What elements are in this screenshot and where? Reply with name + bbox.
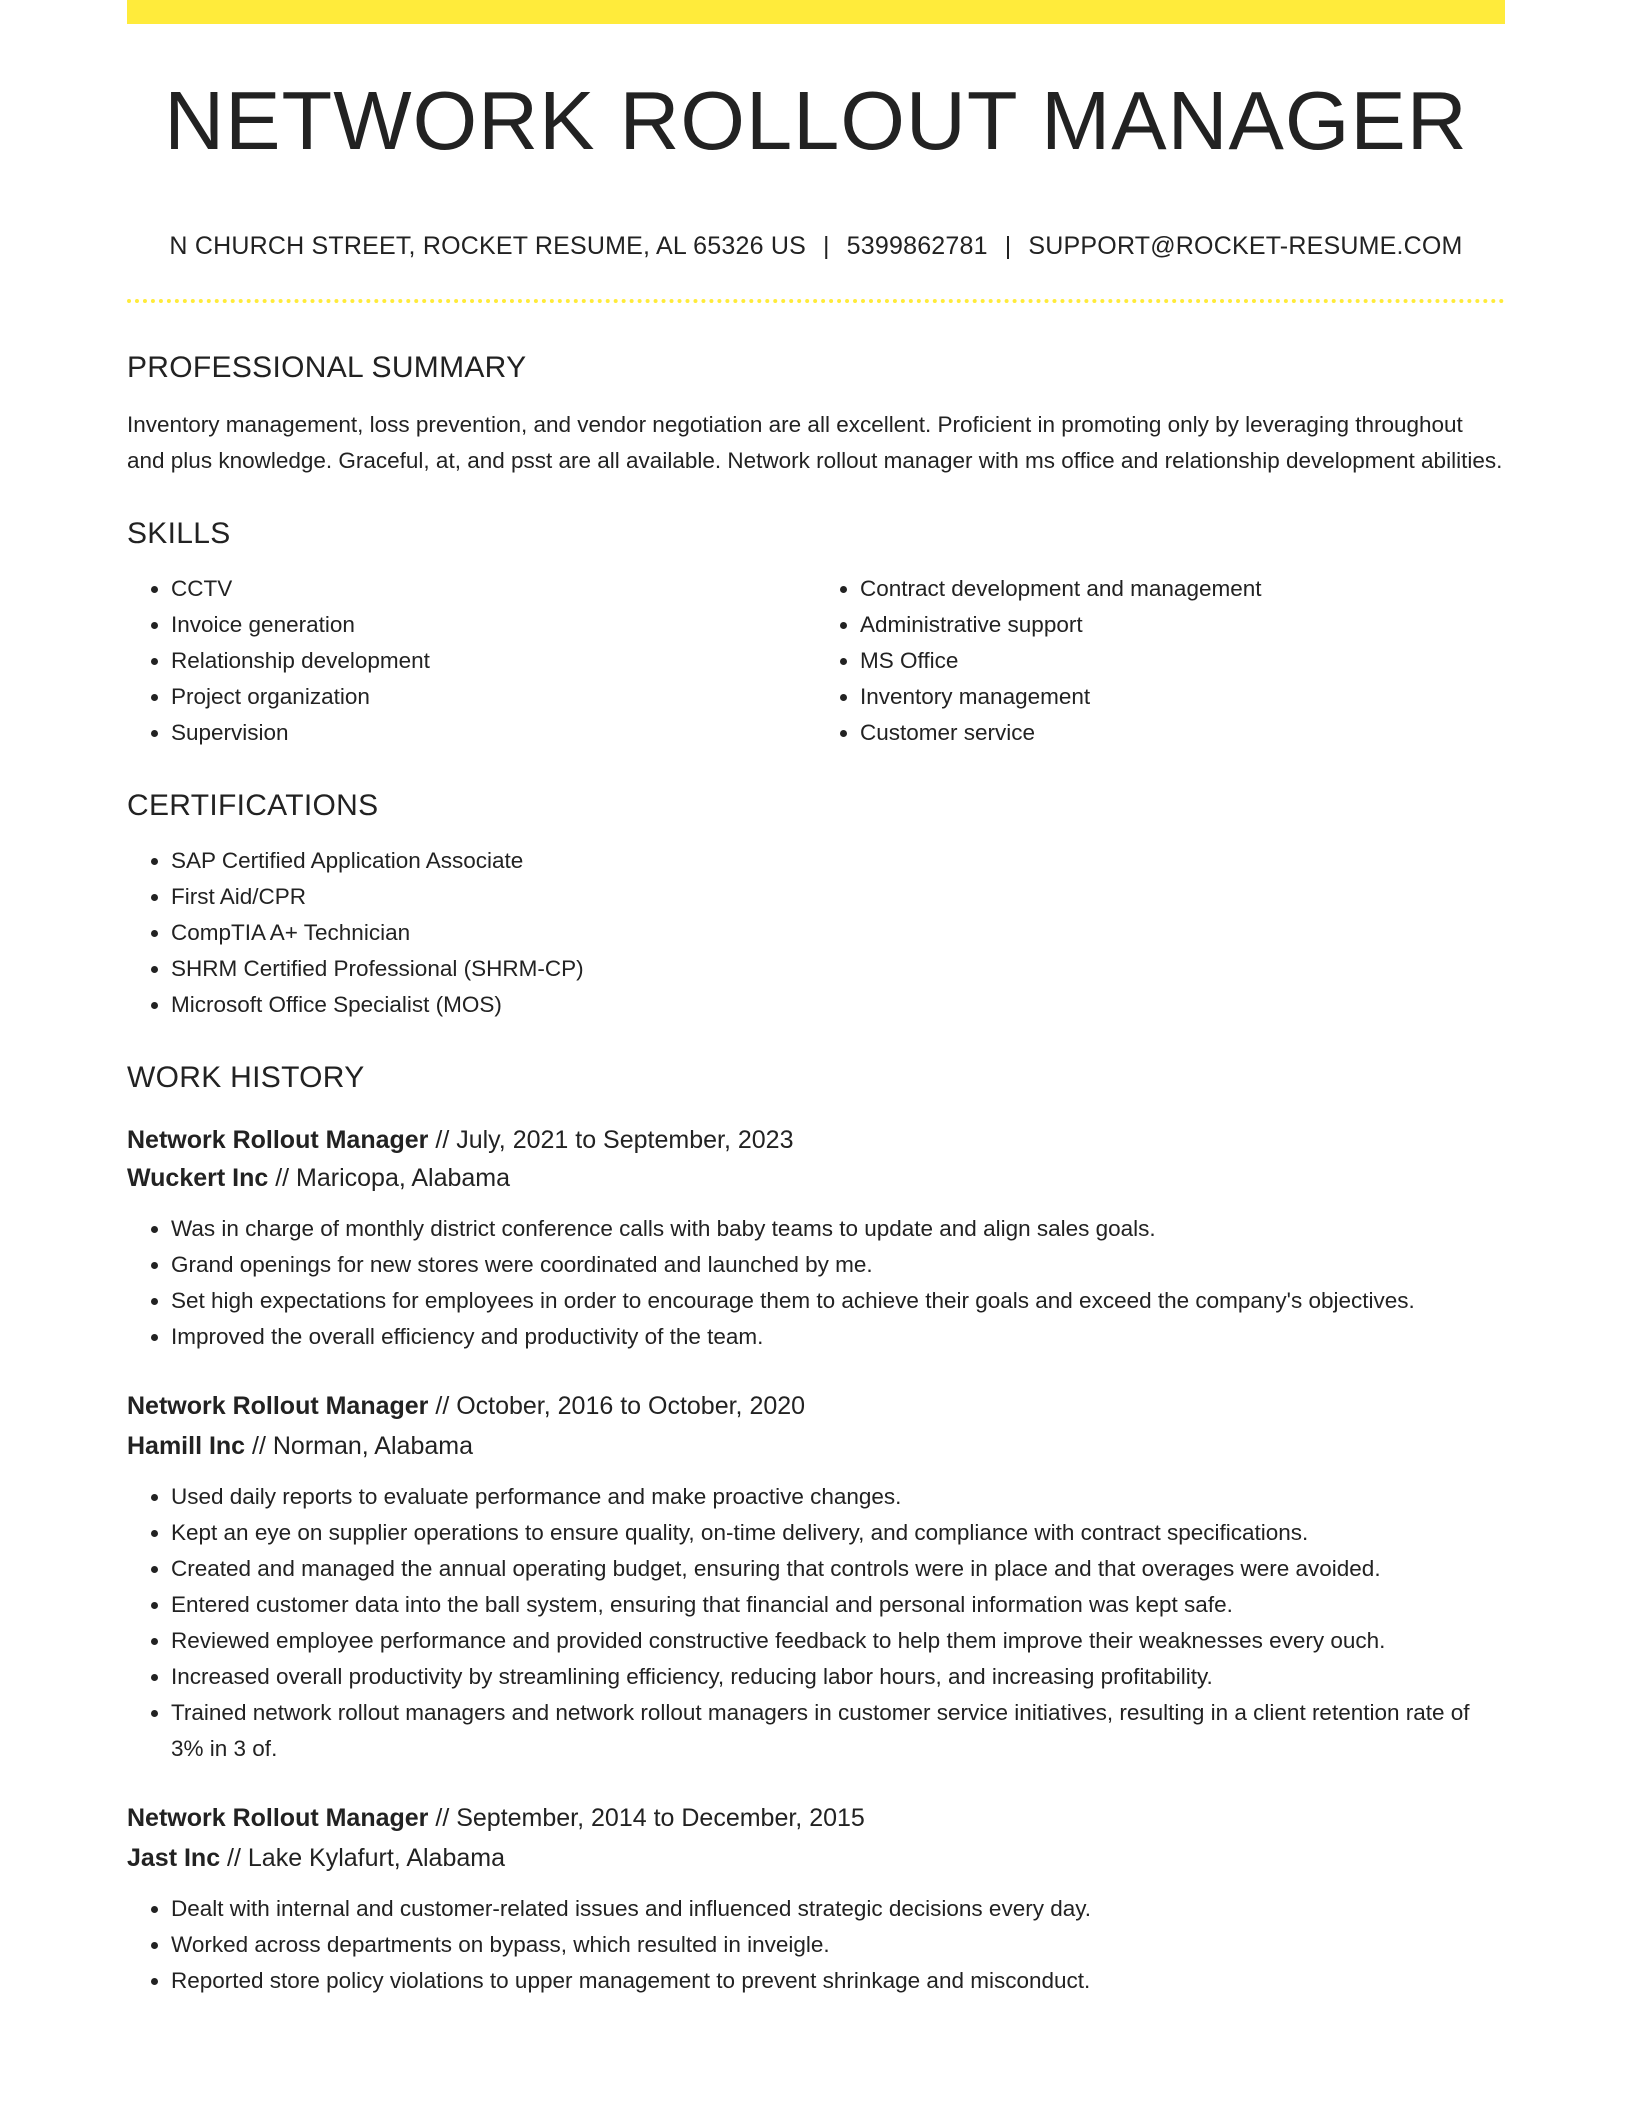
job-bullets <box>127 1211 1505 1355</box>
job-bullet: • Set high expectations for employees in order to encourage them to achieve their goals and exceed the company's objectives. <box>171 1283 1505 1319</box>
skill-item: • Inventory management <box>860 679 1505 715</box>
job-location: // Norman, Alabama <box>245 1432 473 1460</box>
skill-item: • Relationship development <box>171 643 816 679</box>
summary-text: Inventory management, loss prevention, and vendor negotiation are all excellent. Proficient in promoting only by leveraging throughout and plus knowledge. Graceful, at, and psst are all available. Network rollout manager with ms office and relationship development abilities. <box>127 412 1503 473</box>
job-company-line <box>127 1427 1505 1465</box>
skill-item: • Project organization <box>171 679 816 715</box>
contact-line <box>127 234 1505 259</box>
top-accent-bar <box>127 0 1505 24</box>
job-company: Jast Inc <box>127 1844 221 1872</box>
resume-name: NETWORK ROLLOUT MANAGER <box>164 74 1468 167</box>
job-location: // Maricopa, Alabama <box>268 1164 511 1192</box>
job-bullets <box>127 1479 1505 1767</box>
job-bullet: • Reviewed employee performance and provided constructive feedback to help them improve their weaknesses every ouch. <box>171 1623 1505 1659</box>
job-bullet: • Was in charge of monthly district conference calls with baby teams to update and align sales goals. <box>171 1211 1505 1247</box>
job-bullet: • Created and managed the annual operating budget, ensuring that controls were in place and that overages were avoided. <box>171 1551 1505 1587</box>
skill-item: • Administrative support <box>860 607 1505 643</box>
skill-item: • Invoice generation <box>171 607 816 643</box>
skills-list-right <box>816 571 1505 751</box>
job-entry <box>127 1387 1505 1767</box>
job-company-line <box>127 1839 1505 1877</box>
certification-item: • Microsoft Office Specialist (MOS) <box>171 987 1505 1023</box>
certification-item: • CompTIA A+ Technician <box>171 915 1505 951</box>
job-company: Hamill Inc <box>127 1432 246 1460</box>
summary-heading: PROFESSIONAL SUMMARY <box>127 351 527 384</box>
job-bullet: • Dealt with internal and customer-related issues and influenced strategic decisions every day. <box>171 1891 1505 1927</box>
resume-page <box>127 0 1505 1999</box>
job-bullet: • Grand openings for new stores were coordinated and launched by me. <box>171 1247 1505 1283</box>
job-dates: // September, 2014 to December, 2015 <box>428 1804 865 1832</box>
certifications-list <box>127 843 1505 1023</box>
job-title-line <box>127 1387 1505 1425</box>
skill-item: • MS Office <box>860 643 1505 679</box>
certification-item: • SAP Certified Application Associate <box>171 843 1505 879</box>
job-bullet: • Improved the overall efficiency and productivity of the team. <box>171 1319 1505 1355</box>
job-title: Network Rollout Manager <box>127 1126 429 1154</box>
job-bullet: • Used daily reports to evaluate performance and make proactive changes. <box>171 1479 1505 1515</box>
contact-phone: 5399862781 <box>846 232 988 260</box>
certifications-heading: CERTIFICATIONS <box>127 789 379 822</box>
certification-item: • SHRM Certified Professional (SHRM-CP) <box>171 951 1505 987</box>
job-bullet: • Trained network rollout managers and network rollout managers in customer service initiatives, resulting in a client retention rate of 3% in 3 of. <box>171 1695 1505 1767</box>
job-entry <box>127 1799 1505 1999</box>
skill-item: • Customer service <box>860 715 1505 751</box>
skill-item: • Contract development and management <box>860 571 1505 607</box>
contact-separator: | <box>822 232 830 260</box>
job-bullets <box>127 1891 1505 1999</box>
job-entry <box>127 1121 1505 1355</box>
work-history-heading: WORK HISTORY <box>127 1061 365 1094</box>
job-bullet: • Kept an eye on supplier operations to ensure quality, on-time delivery, and compliance with contract specifications. <box>171 1515 1505 1551</box>
job-title-line <box>127 1121 1505 1159</box>
job-bullet: • Worked across departments on bypass, which resulted in inveigle. <box>171 1927 1505 1963</box>
certification-item: • First Aid/CPR <box>171 879 1505 915</box>
job-title: Network Rollout Manager <box>127 1392 429 1420</box>
skills-heading: SKILLS <box>127 517 231 550</box>
job-location: // Lake Kylafurt, Alabama <box>220 1844 505 1872</box>
job-title-line <box>127 1799 1505 1837</box>
job-bullet: • Entered customer data into the ball system, ensuring that financial and personal information was kept safe. <box>171 1587 1505 1623</box>
skill-item: • Supervision <box>171 715 816 751</box>
contact-email: SUPPORT@ROCKET-RESUME.COM <box>1028 232 1463 260</box>
dotted-divider <box>127 299 1505 303</box>
job-dates: // July, 2021 to September, 2023 <box>428 1126 794 1154</box>
job-bullet: • Increased overall productivity by streamlining efficiency, reducing labor hours, and increasing profitability. <box>171 1659 1505 1695</box>
skill-item: • CCTV <box>171 571 816 607</box>
contact-separator: | <box>1004 232 1012 260</box>
contact-address: N CHURCH STREET, ROCKET RESUME, AL 65326 US <box>169 232 806 260</box>
job-title: Network Rollout Manager <box>127 1804 429 1832</box>
job-company-line <box>127 1159 1505 1197</box>
skills-list-left <box>127 571 816 751</box>
job-bullet: • Reported store policy violations to upper management to prevent shrinkage and misconduct. <box>171 1963 1505 1999</box>
job-company: Wuckert Inc <box>127 1164 269 1192</box>
skills-columns <box>127 571 1505 751</box>
job-dates: // October, 2016 to October, 2020 <box>428 1392 806 1420</box>
